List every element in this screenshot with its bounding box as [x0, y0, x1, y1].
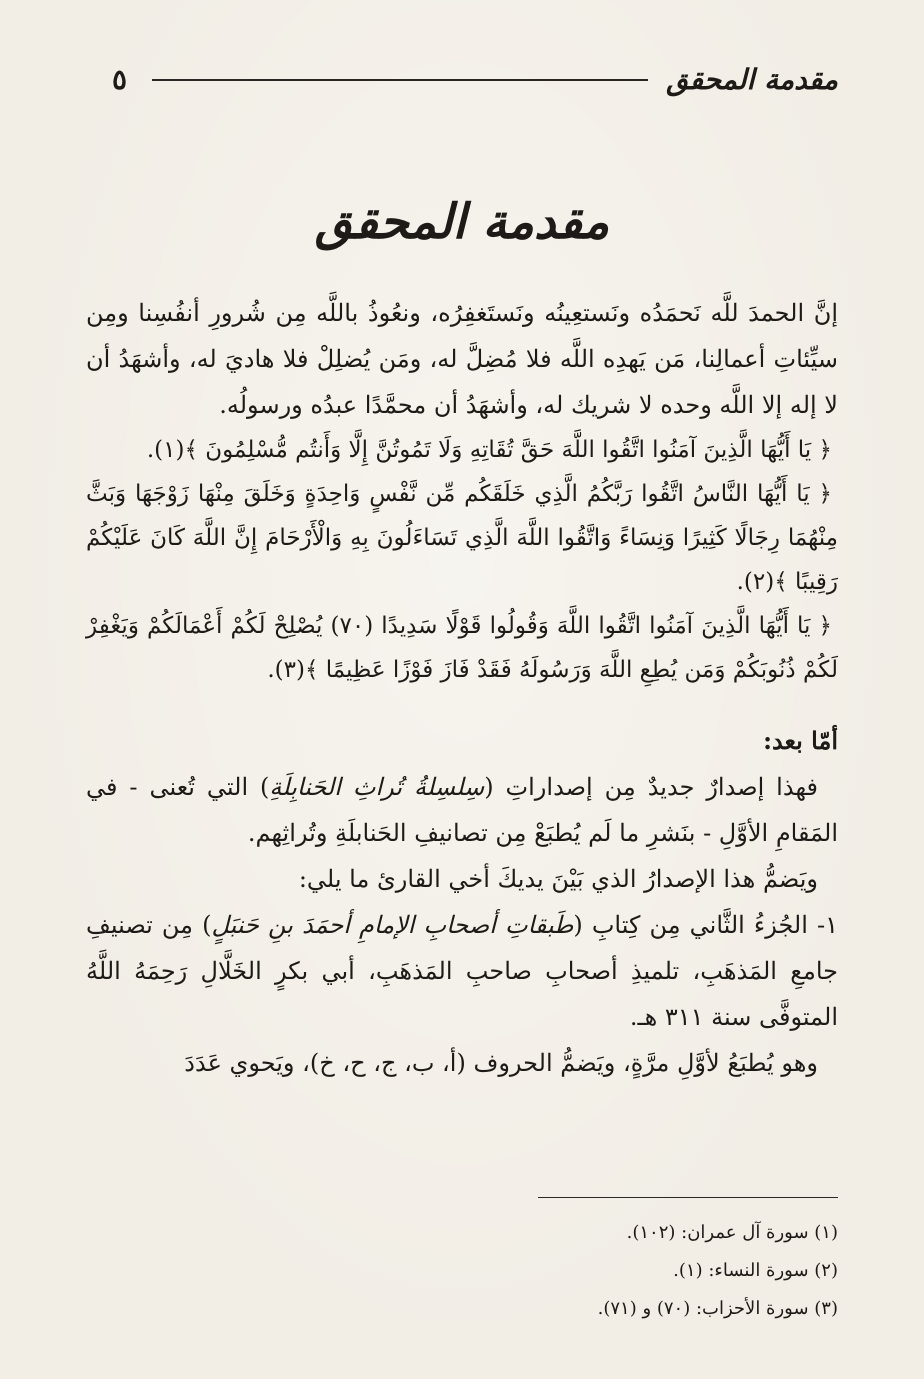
contents-item-1 — [86, 902, 838, 1040]
header-rule — [152, 79, 648, 81]
quran-verse-2: ﴿ يَا أَيُّهَا النَّاسُ اتَّقُوا رَبَّكُمُ الَّذِي خَلَقَكُم مِّن نَّفْسٍ وَاحِدَةٍ وَخَلَقَ مِنْهَا زَوْجَهَا وَبَثَّ مِنْهُمَا رِجَالًا كَثِيرًا وَنِسَاءً وَاتَّقُوا اللَّهَ الَّذِي تَسَاءَلُونَ بِهِ وَالْأَرْحَامَ إِنَّ اللَّهَ كَانَ عَلَيْكُمْ رَقِيبًا ﴾(٢). — [86, 481, 838, 595]
body-text — [86, 290, 838, 1086]
footnotes — [86, 1214, 838, 1328]
edition-paragraph: وهو يُطبَعُ لأوَّلِ مرَّةٍ، ويَضمُّ الحروف (أ، ب، ج، ح، خ)، ويَحوي عَدَدَ — [184, 1049, 818, 1077]
page-title: مقدمة المحقق — [314, 194, 610, 250]
contents-intro: ويَضمُّ هذا الإصدارُ الذي بَيْنَ يديكَ أخي القارئ ما يلي: — [298, 865, 818, 893]
footnote-1: (١) سورة آل عمران: (١٠٢). — [626, 1222, 838, 1243]
item-text-after: ) مِن تصنيفِ جامعِ المَذهَبِ، تلميذِ أصحابِ صاحبِ المَذهَبِ، أبي بكرٍ الخَلَّالِ رَحِمَهُ اللَّهُ المتوفَّى سنة ٣١١ هـ. — [86, 911, 838, 1031]
opening-paragraph: إنَّ الحمدَ للَّه نَحمَدُه ونَستعِينُه ونَستَغفِرُه، ونعُوذُ باللَّه مِن شُرورِ أنفُسِنا ومِن سيِّئاتِ أعمالِنا، مَن يَهدِه اللَّه فلا مُضِلَّ له، ومَن يُضلِلْ فلا هاديَ له، وأشهَدُ أن لا إله إلا اللَّه وحده لا شريك له، وأشهَدُ أن محمَّدًا عبدُه ورسولُه. — [86, 299, 838, 419]
footnote-rule — [538, 1197, 838, 1198]
amma-bad-heading: أمّا بعد: — [763, 726, 838, 755]
item-text-before: ١- الجُزءُ الثَّاني مِن كِتابِ ( — [573, 911, 838, 939]
quran-verse-3: ﴿ يَا أَيُّهَا الَّذِينَ آمَنُوا اتَّقُوا اللَّهَ وَقُولُوا قَوْلًا سَدِيدًا (٧٠) يُصْلِحْ لَكُمْ أَعْمَالَكُمْ وَيَغْفِرْ لَكُمْ ذُنُوبَكُمْ وَمَن يُطِعِ اللَّهَ وَرَسُولَهُ فَقَدْ فَازَ فَوْزًا عَظِيمًا ﴾(٣). — [86, 613, 838, 683]
series-title: سِلسِلةُ تُراثِ الحَنابِلَةِ — [269, 773, 485, 801]
series-paragraph — [86, 764, 838, 856]
quran-verse-1: ﴿ يَا أَيُّهَا الَّذِينَ آمَنُوا اتَّقُوا اللَّهَ حَقَّ تُقَاتِهِ وَلَا تَمُوتُنَّ إِلَّا وَأَنتُم مُّسْلِمُونَ ﴾(١). — [146, 437, 832, 463]
page-number: ٥ — [112, 63, 128, 96]
series-text-after: ) التي تُعنى - في المَقامِ الأوَّلِ - بنَشرِ ما لَم يُطبَعْ مِن تصانيفِ الحَنابلَةِ وتُراثِهم. — [86, 773, 838, 847]
footnote-2: (٢) سورة النساء: (١). — [673, 1260, 838, 1281]
book-title: طَبقاتِ أصحابِ الإمامِ أحمَدَ بنِ حَنبَلٍ — [211, 911, 574, 939]
running-header — [112, 62, 838, 102]
series-text-before: فهذا إصدارٌ جديدٌ مِن إصداراتِ ( — [484, 773, 818, 801]
footnote-3: (٣) سورة الأحزاب: (٧٠) و (٧١). — [597, 1298, 838, 1319]
running-title: مقدمة المحقق — [666, 63, 838, 96]
